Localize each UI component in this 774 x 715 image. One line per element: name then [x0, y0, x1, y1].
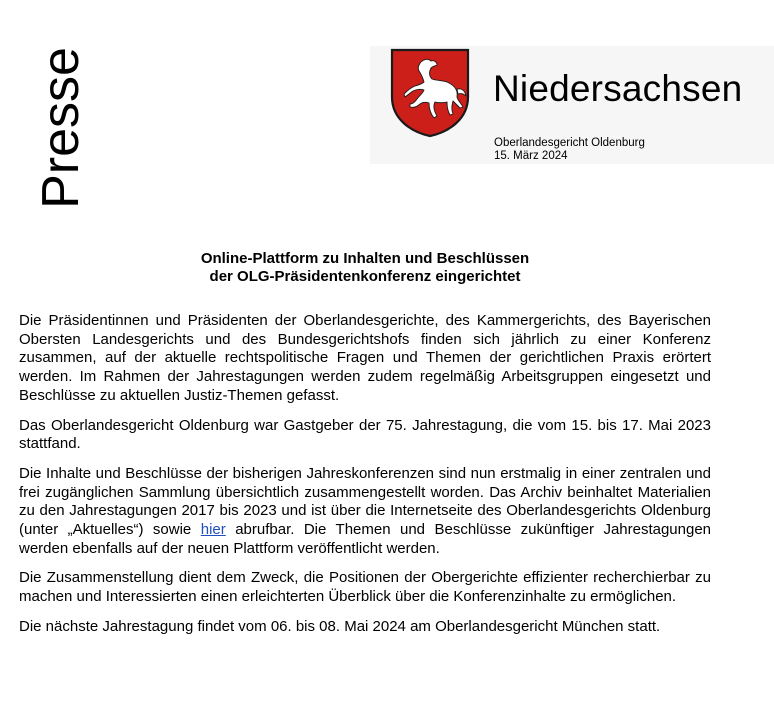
paragraph-3 — [19, 465, 711, 559]
niedersachsen-crest-icon — [389, 47, 471, 138]
headline-line-1: Online-Plattform zu Inhalten und Beschlüssen — [200, 250, 530, 267]
paragraph-4: Die Zusammenstellung dient dem Zweck, die Positionen der Obergerichte effizienter recherchierbar zu machen und Interessierten einen erleichterten Überblick über die Konferenzinhalte zu ermöglichen. — [19, 569, 711, 606]
presse-label — [33, 40, 89, 215]
paragraph-1: Die Präsidentinnen und Präsidenten der Oberlandesgerichte, des Kammergerichts, des Bayerischen Obersten Landesgerichts und des Bundesgerichtshofs finden sich jährlich zu einer Konferenz zusammen, auf der aktuelle rechtspolitische Fragen und Themen der gerichtlichen Praxis erörtert werden. Im Rahmen der Jahrestagungen werden zudem regelmäßig Arbeitsgruppen eingesetzt und Beschlüsse zu aktuellen Justiz-Themen gefasst. — [19, 312, 711, 404]
paragraph-3-text-after: abrufbar. Die Themen und Beschlüsse zukünftiger Jahrestagungen werden ebenfalls auf der neuen Plattform veröffentlicht werden. — [19, 521, 712, 557]
article-body — [19, 312, 711, 648]
brand-name: Niedersachsen — [493, 68, 743, 109]
court-info — [494, 137, 645, 163]
article-headline — [20, 250, 710, 286]
court-name: Oberlandesgericht Oldenburg — [494, 137, 645, 149]
presse-text: Presse — [32, 46, 90, 209]
archive-link[interactable]: hier — [200, 521, 226, 539]
paragraph-5: Die nächste Jahrestagung findet vom 06. bis 08. Mai 2024 am Oberlandesgericht München statt. — [19, 617, 661, 635]
release-date: 15. März 2024 — [494, 150, 568, 162]
headline-line-2: der OLG-Präsidentenkonferenz eingerichtet — [209, 268, 521, 285]
paragraph-2: Das Oberlandesgericht Oldenburg war Gastgeber der 75. Jahrestagung, die vom 15. bis 17. Mai 2023 stattfand. — [19, 416, 711, 453]
paragraph-3-text-before: Die Inhalte und Beschlüsse der bisherigen Jahreskonferenzen sind nun erstmalig in einer zentralen und frei zugänglichen Sammlung übersichtlich zusammengestellt worden. Das Archiv beinhaltet Materialien zu den Jahrestagungen 2017 bis 2023 und ist über die Internetseite des Oberlandesgerichts Oldenburg (unter „Aktuelles“) sowie — [19, 464, 711, 539]
